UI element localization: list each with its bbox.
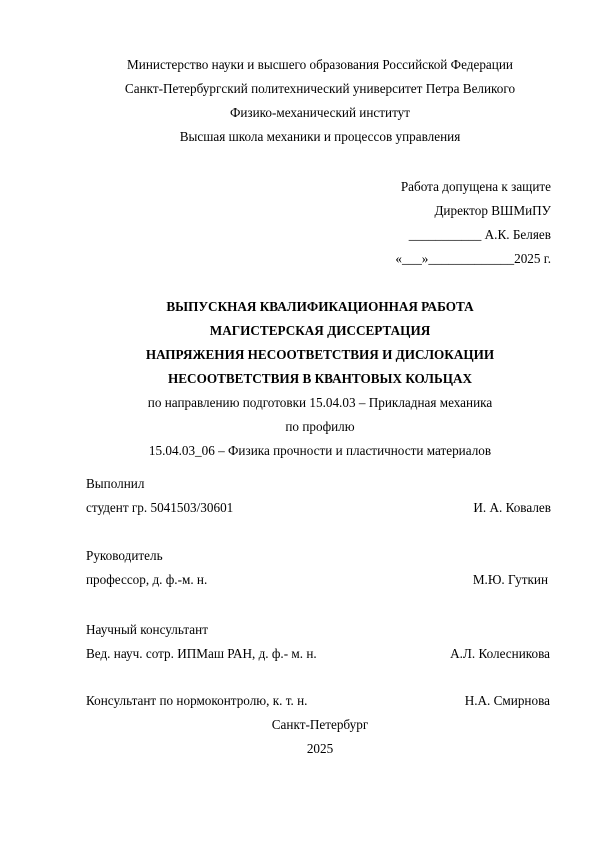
norm-control-role: Консультант по нормоконтролю, к. т. н. [86, 693, 308, 708]
consultant-label: Научный консультант [86, 622, 208, 637]
consultant-name: А.Л. Колесникова [450, 646, 550, 661]
title-line-4: НЕСООТВЕТСТВИЯ В КВАНТОВЫХ КОЛЬЦАХ [168, 371, 472, 386]
profile-line: 15.04.03_06 – Физика прочности и пластичности материалов [148, 443, 492, 458]
performer-label: Выполнил [86, 476, 145, 491]
supervisor-role: профессор, д. ф.-м. н. [86, 572, 208, 587]
profile-label: по профилю [285, 419, 355, 434]
performer-name: И. А. Ковалев [473, 500, 551, 515]
title-line-3: НАПРЯЖЕНИЯ НЕСООТВЕТСТВИЯ И ДИСЛОКАЦИИ [145, 347, 495, 362]
approval-signature: ___________ А.К. Беляев [408, 227, 551, 242]
ministry-line: Министерство науки и высшего образования Российской Федерации [127, 57, 513, 72]
city-line: Санкт-Петербург [271, 717, 369, 732]
institute-line: Физико-механический институт [229, 105, 411, 120]
title-line-1: ВЫПУСКНАЯ КВАЛИФИКАЦИОННАЯ РАБОТА [166, 299, 474, 314]
university-line: Санкт-Петербургский политехнический университет Петра Великого [124, 81, 516, 96]
approval-date: «___»_____________2025 г. [395, 251, 551, 266]
consultant-role: Вед. науч. сотр. ИПМаш РАН, д. ф.- м. н. [86, 646, 317, 661]
supervisor-label: Руководитель [86, 548, 163, 563]
title-line-2: МАГИСТЕРСКАЯ ДИССЕРТАЦИЯ [209, 323, 431, 338]
year-line: 2025 [306, 741, 334, 756]
direction-line: по направлению подготовки 15.04.03 – Прикладная механика [147, 395, 493, 410]
norm-control-name: Н.А. Смирнова [464, 693, 550, 708]
school-line: Высшая школа механики и процессов управления [179, 129, 461, 144]
approval-admitted: Работа допущена к защите [400, 179, 551, 194]
performer-role: студент гр. 5041503/30601 [86, 500, 234, 515]
supervisor-name: М.Ю. Гуткин [472, 572, 548, 587]
approval-director: Директор ВШМиПУ [434, 203, 551, 218]
